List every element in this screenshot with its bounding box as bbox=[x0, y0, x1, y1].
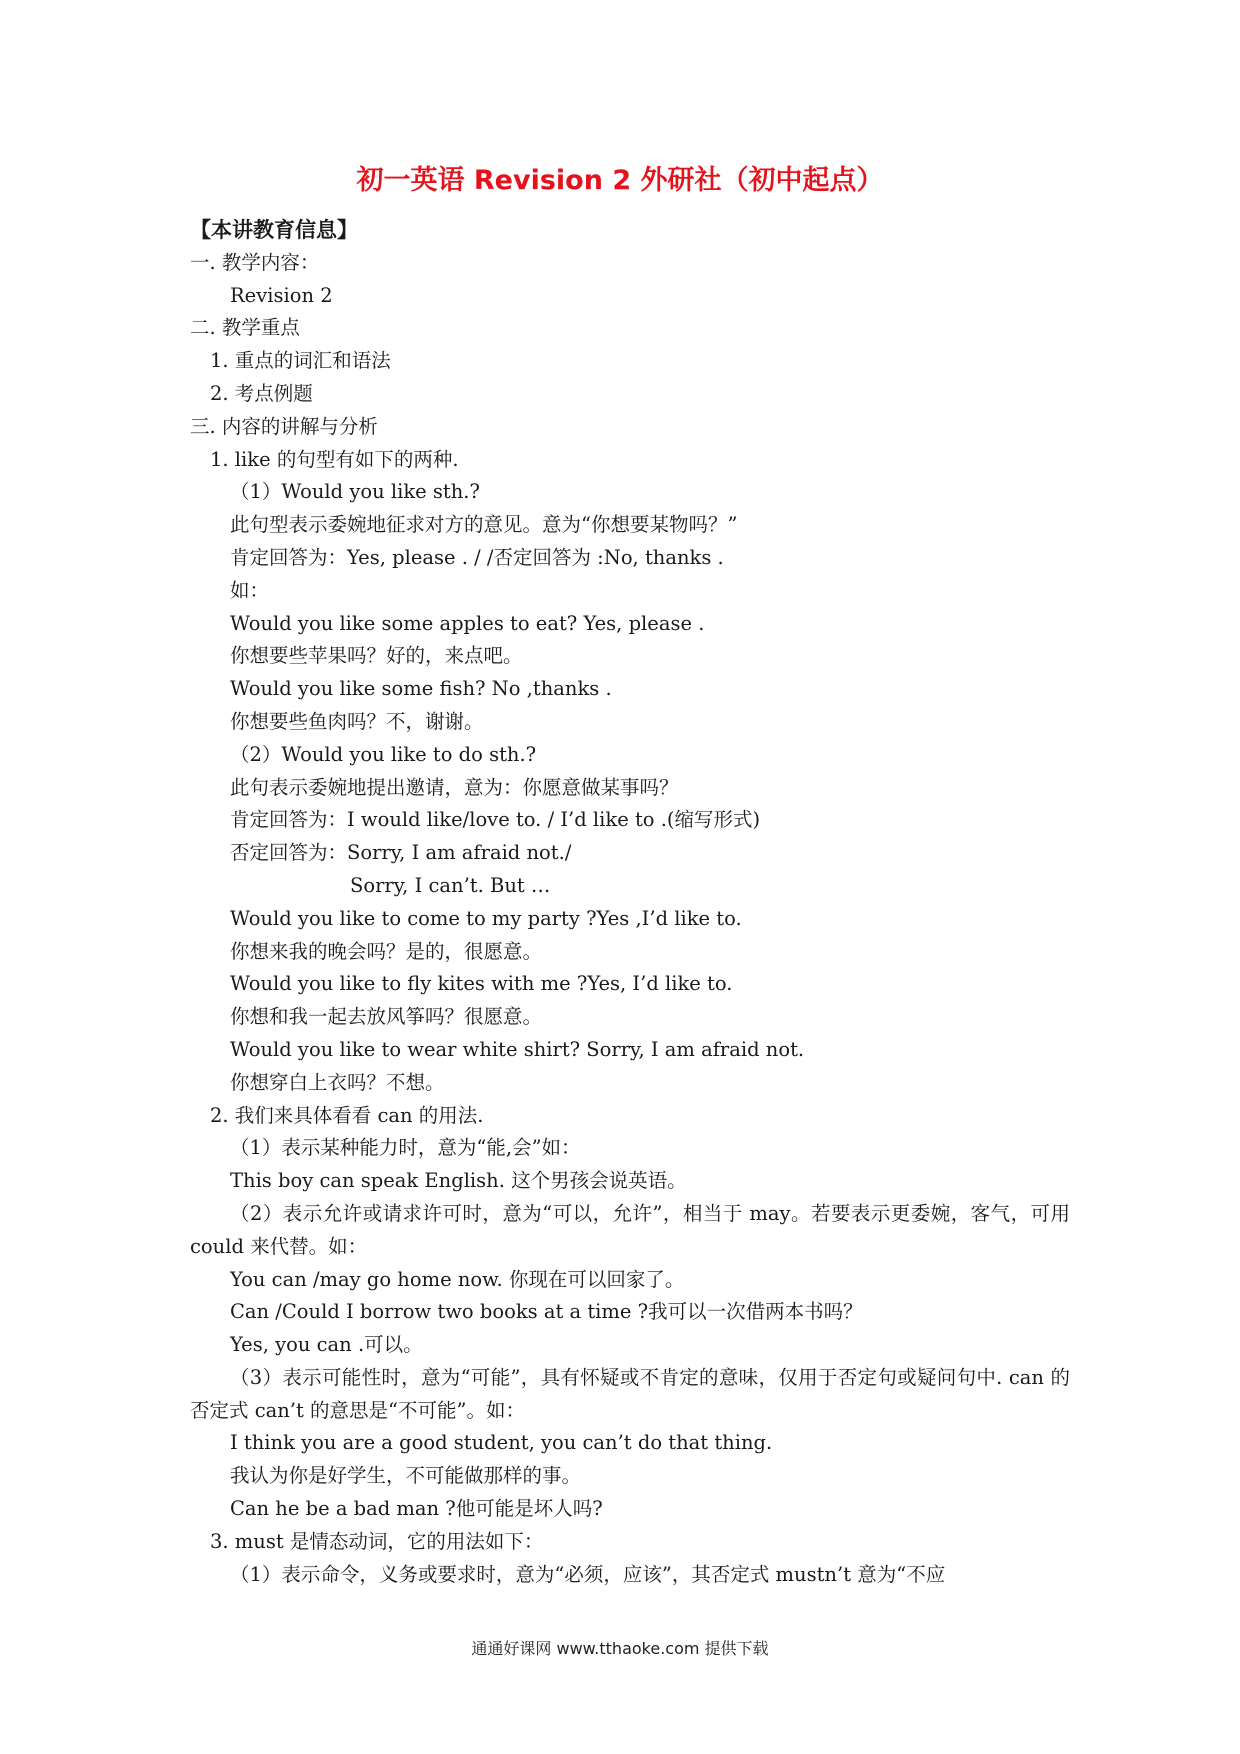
text-line: 此句表示委婉地提出邀请，意为：你愿意做某事吗？ bbox=[230, 775, 679, 799]
document-title: 初一英语 Revision 2 外研社（初中起点） bbox=[356, 165, 884, 196]
text-line: Would you like to fly kites with me ?Yes, I’d like to. bbox=[230, 972, 733, 996]
text-line: Can he be a bad man ?他可能是坏人吗? bbox=[230, 1497, 603, 1521]
text-line: 2. 我们来具体看看 can 的用法. bbox=[210, 1103, 484, 1127]
section-header: 【本讲教育信息】 bbox=[190, 218, 358, 242]
text-line: Would you like to come to my party ?Yes ,I’d like to. bbox=[230, 906, 742, 930]
text-line: 如： bbox=[230, 578, 270, 602]
text-line: 二. 教学重点 bbox=[190, 316, 300, 340]
text-line: Revision 2 bbox=[230, 283, 333, 307]
text-line: 一. 教学内容： bbox=[190, 250, 320, 274]
text-line: （1）表示某种能力时，意为“能,会”如： bbox=[230, 1136, 581, 1160]
text-line: 2. 考点例题 bbox=[210, 381, 313, 405]
text-line: You can /may go home now. 你现在可以回家了。 bbox=[230, 1267, 685, 1291]
text-line: Yes, you can .可以。 bbox=[230, 1333, 423, 1357]
text-line: 肯定回答为：Yes, please . / /否定回答为 :No, thanks . bbox=[230, 545, 724, 569]
text-line: 你想穿白上衣吗？不想。 bbox=[230, 1070, 445, 1094]
text-line: Would you like to wear white shirt? Sorry, I am afraid not. bbox=[230, 1037, 805, 1061]
text-line: 3. must 是情态动词，它的用法如下： bbox=[210, 1529, 544, 1553]
text-line: 否定回答为：Sorry, I am afraid not./ bbox=[230, 841, 572, 865]
text-line: 你想来我的晚会吗？是的，很愿意。 bbox=[230, 939, 543, 963]
text-paragraph: （2）表示允许或请求许可时，意为“可以，允许”，相当于 may。若要表示更委婉，客气，可用 could 来代替。如： bbox=[190, 1201, 1070, 1258]
text-line: 我认为你是好学生，不可能做那样的事。 bbox=[230, 1464, 582, 1488]
text-line: This boy can speak English. 这个男孩会说英语。 bbox=[230, 1169, 687, 1193]
text-line: 你想要些鱼肉吗？不，谢谢。 bbox=[230, 709, 484, 733]
text-line: 你想和我一起去放风筝吗？很愿意。 bbox=[230, 1005, 543, 1029]
text-line: 肯定回答为：I would like/love to. / I’d like to .(缩写形式) bbox=[230, 808, 761, 832]
text-line: Would you like some fish? No ,thanks . bbox=[230, 677, 612, 701]
text-line: Sorry, I can’t. But … bbox=[350, 873, 551, 897]
text-line: 1. 重点的词汇和语法 bbox=[210, 349, 391, 373]
text-line: 你想要些苹果吗？好的，来点吧。 bbox=[230, 644, 523, 668]
text-line: Would you like some apples to eat? Yes, please . bbox=[230, 611, 705, 635]
text-line: 三. 内容的讲解与分析 bbox=[190, 414, 378, 438]
text-line: （2）Would you like to do sth.? bbox=[230, 742, 537, 766]
text-line: 1. like 的句型有如下的两种. bbox=[210, 447, 459, 471]
page-footer: 通通好课网 www.tthaoke.com 提供下载 bbox=[471, 1639, 769, 1658]
text-paragraph: （3）表示可能性时，意为“可能”，具有怀疑或不肯定的意味，仅用于否定句或疑问句中. can 的否定式 can’t 的意思是“不可能”。如： bbox=[190, 1365, 1070, 1422]
text-line: （1）Would you like sth.? bbox=[230, 480, 480, 504]
text-line: 此句型表示委婉地征求对方的意见。意为“你想要某物吗？” bbox=[230, 513, 738, 537]
document-body bbox=[190, 214, 1070, 1591]
text-line: I think you are a good student, you can’t do that thing. bbox=[230, 1431, 773, 1455]
text-line: Can /Could I borrow two books at a time ?我可以一次借两本书吗？ bbox=[230, 1300, 863, 1324]
text-line: （1）表示命令，义务或要求时，意为“必须，应该”，其否定式 mustn’t 意为“不应 bbox=[230, 1562, 946, 1586]
